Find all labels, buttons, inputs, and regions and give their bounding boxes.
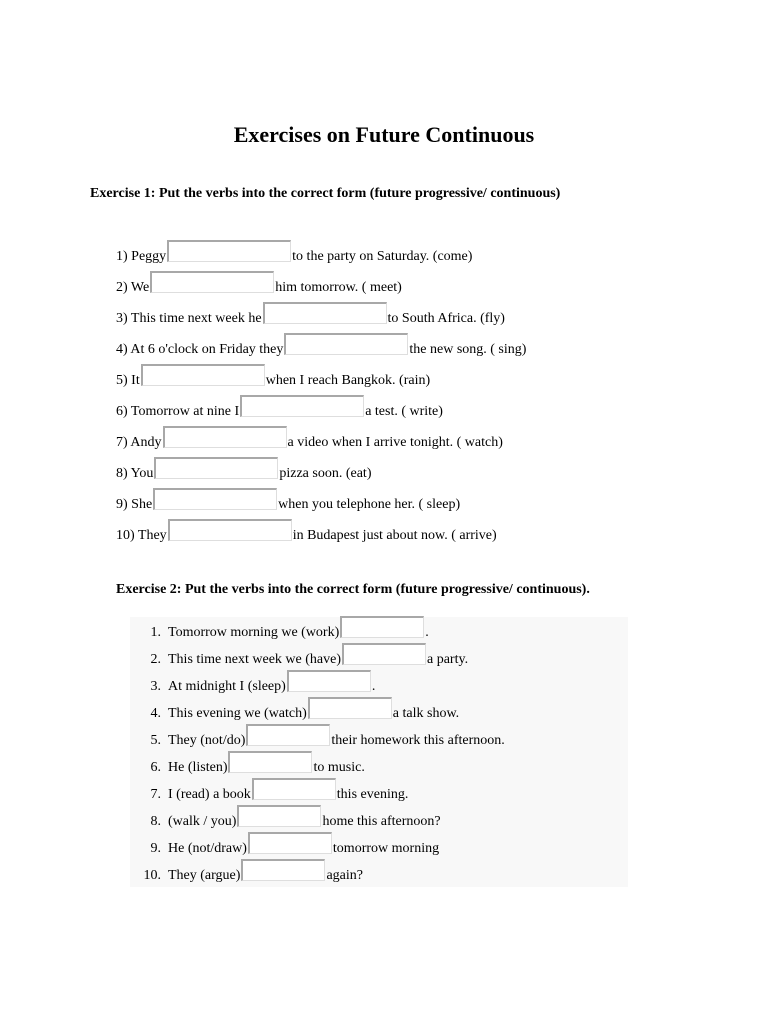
answer-input[interactable] <box>168 519 292 541</box>
item-continuation: . <box>371 679 376 694</box>
item-continuation: their homework this afternoon. <box>331 733 505 748</box>
list-item <box>116 237 526 268</box>
item-prompt: At midnight I (sleep) <box>168 679 286 694</box>
item-continuation: the new song. ( sing) <box>409 342 527 357</box>
answer-input[interactable] <box>263 302 387 324</box>
item-prompt: (walk / you) <box>168 814 237 829</box>
item-continuation: this evening. <box>336 787 409 802</box>
item-number: 10. <box>143 868 161 883</box>
item-prompt: 3) This time next week he <box>116 311 262 326</box>
item-prompt: Tomorrow morning we (work) <box>168 625 340 640</box>
item-continuation: a video when I arrive tonight. ( watch) <box>287 435 503 450</box>
answer-input[interactable] <box>141 364 265 386</box>
item-continuation: to the party on Saturday. (come) <box>292 249 473 264</box>
item-prompt: They (not/do) <box>168 733 246 748</box>
item-prompt: 4) At 6 o'clock on Friday they <box>116 342 284 357</box>
item-prompt: 6) Tomorrow at nine I <box>116 404 240 419</box>
item-continuation: when you telephone her. ( sleep) <box>278 497 461 512</box>
answer-input[interactable] <box>240 395 364 417</box>
answer-input[interactable] <box>241 859 325 881</box>
item-number: 8. <box>150 814 161 829</box>
answer-input[interactable] <box>163 426 287 448</box>
list-item <box>116 392 526 423</box>
exercise-2-list <box>130 617 505 887</box>
answer-input[interactable] <box>150 271 274 293</box>
item-continuation: when I reach Bangkok. (rain) <box>265 373 431 388</box>
item-continuation: . <box>425 625 429 640</box>
list-item <box>116 330 526 361</box>
item-prompt: 1) Peggy <box>116 249 167 264</box>
item-prompt: They (argue) <box>168 868 241 883</box>
item-number: 3. <box>150 679 161 694</box>
item-continuation: home this afternoon? <box>322 814 441 829</box>
list-item <box>130 725 505 752</box>
list-item <box>116 268 526 299</box>
exercise-1-list <box>116 237 526 547</box>
answer-input[interactable] <box>228 751 312 773</box>
item-prompt: 2) We <box>116 280 150 295</box>
list-item <box>116 361 526 392</box>
list-item <box>130 698 505 725</box>
item-prompt: I (read) a book <box>168 787 251 802</box>
item-number: 4. <box>150 706 161 721</box>
item-continuation: a talk show. <box>392 706 460 721</box>
item-number: 6. <box>150 760 161 775</box>
answer-input[interactable] <box>248 832 332 854</box>
exercise-2-panel <box>130 617 628 887</box>
exercise-2-heading: Exercise 2: Put the verbs into the correct form (future progressive/ continuous). <box>116 582 590 597</box>
item-prompt: 9) She <box>116 497 153 512</box>
item-continuation: pizza soon. (eat) <box>279 466 372 481</box>
item-prompt: 7) Andy <box>116 435 162 450</box>
item-continuation: again? <box>326 868 363 883</box>
list-item <box>130 779 505 806</box>
answer-input[interactable] <box>167 240 291 262</box>
list-item <box>130 752 505 779</box>
item-continuation: to South Africa. (fly) <box>387 311 505 326</box>
item-number: 7. <box>150 787 161 802</box>
list-item <box>130 644 505 671</box>
list-item <box>130 671 505 698</box>
item-prompt: This evening we (watch) <box>168 706 307 721</box>
item-continuation: to music. <box>313 760 365 775</box>
item-prompt: 5) It <box>116 373 140 388</box>
item-prompt: 10) They <box>116 528 167 543</box>
item-number: 5. <box>150 733 161 748</box>
list-item <box>116 454 526 485</box>
answer-input[interactable] <box>287 670 371 692</box>
list-item <box>130 617 505 644</box>
list-item <box>116 485 526 516</box>
item-prompt: This time next week we (have) <box>168 652 341 667</box>
list-item <box>130 833 505 860</box>
answer-input[interactable] <box>154 457 278 479</box>
exercise-1-heading: Exercise 1: Put the verbs into the correct form (future progressive/ continuous) <box>90 186 561 201</box>
answer-input[interactable] <box>252 778 336 800</box>
list-item <box>130 860 505 887</box>
item-number: 1. <box>150 625 161 640</box>
list-item <box>116 299 526 330</box>
answer-input[interactable] <box>246 724 330 746</box>
item-continuation: in Budapest just about now. ( arrive) <box>292 528 497 543</box>
item-prompt: He (not/draw) <box>168 841 247 856</box>
answer-input[interactable] <box>308 697 392 719</box>
page-title: Exercises on Future Continuous <box>233 122 535 147</box>
item-continuation: a party. <box>427 652 469 667</box>
item-continuation: a test. ( write) <box>365 404 443 419</box>
answer-input[interactable] <box>237 805 321 827</box>
list-item <box>130 806 505 833</box>
item-number: 9. <box>150 841 161 856</box>
item-number: 2. <box>150 652 161 667</box>
answer-input[interactable] <box>342 643 426 665</box>
list-item <box>116 423 526 454</box>
item-continuation: him tomorrow. ( meet) <box>275 280 402 295</box>
item-prompt: 8) You <box>116 466 154 481</box>
list-item <box>116 516 526 547</box>
item-prompt: He (listen) <box>168 760 228 775</box>
answer-input[interactable] <box>153 488 277 510</box>
answer-input[interactable] <box>340 616 424 638</box>
item-continuation: tomorrow morning <box>332 841 440 856</box>
answer-input[interactable] <box>284 333 408 355</box>
